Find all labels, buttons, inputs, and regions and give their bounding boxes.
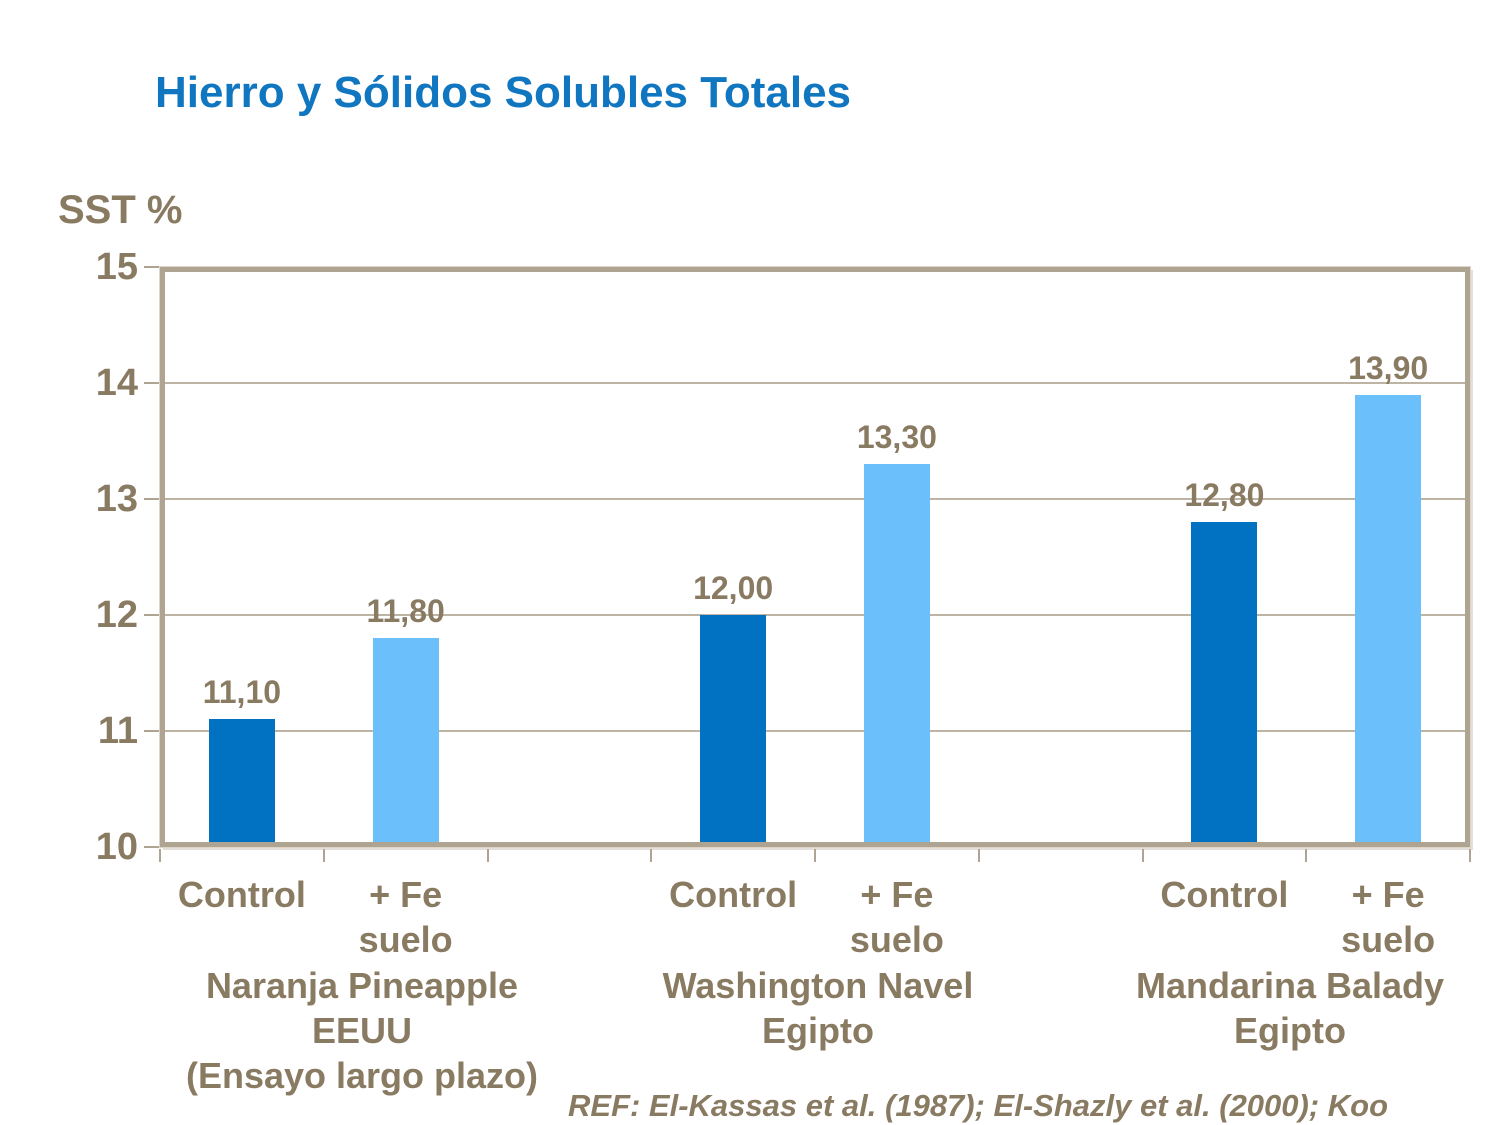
category-label-line: suelo <box>849 919 944 960</box>
slide-title: Hierro y Sólidos Solubles Totales <box>155 68 852 117</box>
bar-value-label: 11,80 <box>366 593 445 630</box>
bar <box>1355 395 1421 847</box>
group-label-line: EEUU <box>311 1010 413 1051</box>
group-label-line: Mandarina Balady <box>1135 965 1445 1006</box>
gridline <box>160 382 1470 384</box>
category-label-line: suelo <box>358 919 453 960</box>
group-label-line: Naranja Pineapple <box>205 965 519 1006</box>
x-tick-mark <box>814 849 816 862</box>
category-label-line: Control <box>669 874 798 915</box>
reference-citation: REF: El-Kassas et al. (1987); El-Shazly et al. (2000); Koo <box>568 1088 1389 1123</box>
x-tick-mark <box>159 849 161 862</box>
category-label-line: + Fe <box>1351 874 1425 915</box>
y-tick-mark <box>144 614 160 616</box>
bar <box>1191 522 1257 847</box>
bar-value-label: 11,10 <box>202 674 282 711</box>
category-label-line: + Fe <box>369 874 443 915</box>
y-tick-label: 11 <box>97 710 138 752</box>
y-tick-mark <box>144 846 160 848</box>
bar-value-label: 12,80 <box>1184 477 1265 514</box>
x-tick-mark <box>1142 849 1144 862</box>
group-label-line: Egipto <box>1234 1010 1346 1051</box>
bar <box>864 464 930 847</box>
x-tick-mark <box>1305 849 1307 862</box>
y-tick-label: 13 <box>95 478 138 520</box>
y-tick-mark <box>144 730 160 732</box>
plot-area <box>160 267 1470 847</box>
bar <box>373 638 439 847</box>
group-label-line: Washington Navel <box>662 965 974 1006</box>
y-tick-label: 12 <box>95 594 138 636</box>
bar <box>700 615 766 847</box>
y-tick-label: 15 <box>95 246 138 288</box>
y-tick-mark <box>144 266 160 268</box>
category-label-line: suelo <box>1341 919 1436 960</box>
category-label-line: Control <box>1160 874 1289 915</box>
y-tick-label: 10 <box>95 826 138 868</box>
x-tick-mark <box>323 849 325 862</box>
group-label-line: Egipto <box>762 1010 874 1051</box>
y-axis-title: SST % <box>58 188 183 232</box>
bar <box>209 719 275 847</box>
x-tick-mark <box>650 849 652 862</box>
x-tick-mark <box>978 849 980 862</box>
bar-value-label: 12,00 <box>693 570 774 606</box>
y-tick-label: 14 <box>95 362 138 404</box>
bar-value-label: 13,30 <box>856 419 937 456</box>
gridline <box>160 730 1470 732</box>
group-label-line: (Ensayo largo plazo) <box>185 1055 539 1096</box>
category-label-line: + Fe <box>860 874 934 915</box>
y-tick-mark <box>144 382 160 384</box>
bar-value-label: 13,90 <box>1348 349 1429 386</box>
y-tick-mark <box>144 498 160 500</box>
x-tick-mark <box>1469 849 1471 862</box>
x-tick-mark <box>487 849 489 862</box>
category-label-line: Control <box>177 874 306 915</box>
